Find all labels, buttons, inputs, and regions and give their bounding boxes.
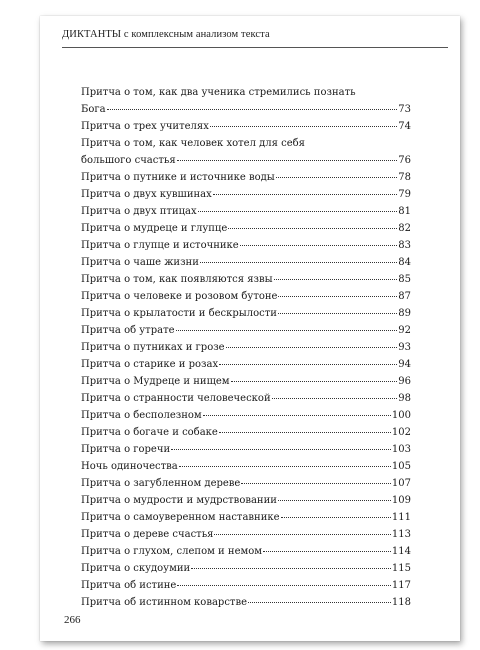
toc-entry-line <box>81 373 411 390</box>
toc-dot-leader <box>200 262 397 263</box>
toc-entry-title: Притча о горечи <box>81 444 171 455</box>
toc-entry-page-number: 84 <box>398 257 411 268</box>
toc-entry <box>81 305 411 322</box>
toc-entry-title: Притча о том, как появляются язвы <box>81 274 273 285</box>
toc-entry-line <box>81 560 411 577</box>
toc-dot-leader <box>179 466 391 467</box>
toc-entry-title: Притча об истинном коварстве <box>81 597 248 608</box>
toc-entry-title: Притча о чаше жизни <box>81 257 199 268</box>
toc-entry-line <box>81 441 411 458</box>
toc-entry-line <box>81 254 411 271</box>
toc-entry-line <box>81 288 411 305</box>
toc-entry <box>81 424 411 441</box>
toc-dot-leader <box>191 568 391 569</box>
toc-entry <box>81 135 411 169</box>
toc-entry-title: Притча о мудреце и глупце <box>81 223 228 234</box>
toc-dot-leader <box>231 381 398 382</box>
toc-entry <box>81 560 411 577</box>
toc-dot-leader <box>177 160 398 161</box>
toc-entry-page-number: 93 <box>398 342 411 353</box>
toc-dot-leader <box>228 228 397 229</box>
toc-entry-page-number: 81 <box>398 206 411 217</box>
toc-entry <box>81 441 411 458</box>
toc-entry-line <box>81 492 411 509</box>
header-rule <box>62 47 448 48</box>
toc-dot-leader <box>278 500 391 501</box>
toc-entry-line <box>81 118 411 135</box>
toc-entry <box>81 475 411 492</box>
toc-entry-line <box>81 526 411 543</box>
toc-entry-line <box>81 356 411 373</box>
toc-entry-page-number: 87 <box>398 291 411 302</box>
toc-entry-title-first-line: Притча о том, как человек хотел для себя <box>81 138 305 149</box>
toc-entry-line <box>81 543 411 560</box>
running-header <box>62 29 270 40</box>
toc-entry-page-number: 105 <box>391 461 411 472</box>
toc-entry <box>81 373 411 390</box>
toc-entry <box>81 356 411 373</box>
toc-dot-leader <box>203 415 391 416</box>
toc-entry-page-number: 89 <box>398 308 411 319</box>
toc-entry <box>81 186 411 203</box>
toc-dot-leader <box>226 347 398 348</box>
toc-entry-title: Притча о Мудреце и нищем <box>81 376 230 387</box>
toc-entry-page-number: 82 <box>398 223 411 234</box>
toc-entry <box>81 407 411 424</box>
toc-entry <box>81 594 411 611</box>
toc-entry-title: Притча об истине <box>81 580 177 591</box>
toc-entry-title: Притча о трех учителях <box>81 121 209 132</box>
toc-entry-page-number: 94 <box>398 359 411 370</box>
toc-entry-title: Притча о глупце и источнике <box>81 240 239 251</box>
toc-entry-title: Притча об утрате <box>81 325 175 336</box>
toc-dot-leader <box>177 585 391 586</box>
toc-entry-title: Притча о самоуверенном наставнике <box>81 512 280 523</box>
toc-entry-page-number: 117 <box>391 580 411 591</box>
table-of-contents <box>81 84 411 611</box>
toc-entry-title-first-line: Притча о том, как два ученика стремились познать <box>81 87 356 98</box>
toc-entry-page-number: 98 <box>398 393 411 404</box>
toc-entry-page-number: 115 <box>391 563 411 574</box>
toc-entry-title: Притча о странности человеческой <box>81 393 271 404</box>
toc-entry-line <box>81 594 411 611</box>
toc-entry-title: Притча о глухом, слепом и немом <box>81 546 263 557</box>
toc-entry <box>81 492 411 509</box>
toc-entry-line <box>81 339 411 356</box>
toc-entry-page-number: 83 <box>398 240 411 251</box>
toc-entry <box>81 220 411 237</box>
toc-entry-title: Бога <box>81 104 106 115</box>
toc-entry-page-number: 109 <box>391 495 411 506</box>
toc-entry-page-number: 111 <box>391 512 411 523</box>
toc-entry <box>81 169 411 186</box>
toc-dot-leader <box>248 602 391 603</box>
toc-entry-page-number: 107 <box>391 478 411 489</box>
toc-entry-line <box>81 577 411 594</box>
toc-entry-line <box>81 509 411 526</box>
toc-dot-leader <box>278 296 397 297</box>
toc-dot-leader <box>276 177 398 178</box>
toc-entry <box>81 577 411 594</box>
toc-entry-line <box>81 305 411 322</box>
toc-entry-line <box>81 407 411 424</box>
toc-entry-title: Притча о двух птицах <box>81 206 197 217</box>
toc-entry-line <box>81 186 411 203</box>
toc-entry-line <box>81 475 411 492</box>
toc-entry-line <box>81 271 411 288</box>
toc-dot-leader <box>263 551 391 552</box>
toc-entry-page-number: 102 <box>391 427 411 438</box>
toc-entry <box>81 458 411 475</box>
toc-entry-page-number: 103 <box>391 444 411 455</box>
toc-entry-line <box>81 169 411 186</box>
toc-dot-leader <box>176 330 398 331</box>
toc-dot-leader <box>198 211 398 212</box>
toc-entry-title: Притча о загубленном дереве <box>81 478 241 489</box>
toc-entry-page-number: 92 <box>398 325 411 336</box>
toc-entry-page-number: 118 <box>391 597 411 608</box>
toc-entry-page-number: 74 <box>398 121 411 132</box>
toc-entry-line <box>81 101 411 118</box>
toc-entry-title: большого счастья <box>81 155 176 166</box>
toc-dot-leader <box>107 109 398 110</box>
toc-entry-title: Притча о дереве счастья <box>81 529 214 540</box>
toc-entry-page-number: 100 <box>391 410 411 421</box>
toc-entry <box>81 543 411 560</box>
toc-entry <box>81 237 411 254</box>
toc-entry-title: Притча о человеке и розовом бутоне <box>81 291 278 302</box>
toc-entry-page-number: 113 <box>391 529 411 540</box>
toc-entry <box>81 203 411 220</box>
toc-entry-page-number: 114 <box>391 546 411 557</box>
toc-dot-leader <box>219 364 397 365</box>
toc-entry-title: Притча о богаче и собаке <box>81 427 218 438</box>
toc-dot-leader <box>219 432 391 433</box>
page-number: 266 <box>64 614 81 626</box>
toc-entry <box>81 390 411 407</box>
toc-entry <box>81 526 411 543</box>
toc-entry-page-number: 73 <box>398 104 411 115</box>
running-header-title: ДИКТАНТЫ <box>62 29 122 40</box>
toc-entry-page-number: 79 <box>398 189 411 200</box>
toc-entry <box>81 118 411 135</box>
toc-dot-leader <box>240 245 398 246</box>
toc-entry-title: Притча о двух кувшинах <box>81 189 212 200</box>
toc-entry-line <box>81 322 411 339</box>
toc-dot-leader <box>241 483 391 484</box>
book-page <box>40 16 460 641</box>
toc-entry <box>81 322 411 339</box>
toc-entry-title: Притча о старике и розах <box>81 359 219 370</box>
toc-entry-line <box>81 237 411 254</box>
toc-entry-title: Притча о скудоумии <box>81 563 191 574</box>
toc-entry-page-number: 76 <box>398 155 411 166</box>
toc-entry-title: Притча о путнике и источнике воды <box>81 172 275 183</box>
toc-entry <box>81 339 411 356</box>
toc-dot-leader <box>278 313 397 314</box>
toc-dot-leader <box>210 126 397 127</box>
toc-entry-page-number: 78 <box>398 172 411 183</box>
toc-entry-page-number: 85 <box>398 274 411 285</box>
toc-entry-line <box>81 203 411 220</box>
toc-dot-leader <box>281 517 391 518</box>
toc-dot-leader <box>214 534 390 535</box>
toc-entry-line <box>81 390 411 407</box>
toc-entry-title: Притча о мудрости и мудрствовании <box>81 495 277 506</box>
running-header-subtitle: с комплексным анализом текста <box>121 29 270 40</box>
toc-entry-line <box>81 458 411 475</box>
toc-entry-title: Притча о путниках и грозе <box>81 342 225 353</box>
toc-entry <box>81 254 411 271</box>
toc-entry <box>81 271 411 288</box>
toc-dot-leader <box>272 398 398 399</box>
toc-entry-line <box>81 152 411 169</box>
toc-entry-title: Притча о бесполезном <box>81 410 202 421</box>
toc-dot-leader <box>213 194 398 195</box>
toc-entry <box>81 509 411 526</box>
toc-entry-line <box>81 220 411 237</box>
toc-entry <box>81 288 411 305</box>
toc-entry-line <box>81 424 411 441</box>
toc-dot-leader <box>171 449 391 450</box>
toc-dot-leader <box>274 279 398 280</box>
toc-entry-page-number: 96 <box>398 376 411 387</box>
toc-entry <box>81 84 411 118</box>
toc-entry-title: Притча о крылатости и бескрылости <box>81 308 277 319</box>
toc-entry-title: Ночь одиночества <box>81 461 178 472</box>
